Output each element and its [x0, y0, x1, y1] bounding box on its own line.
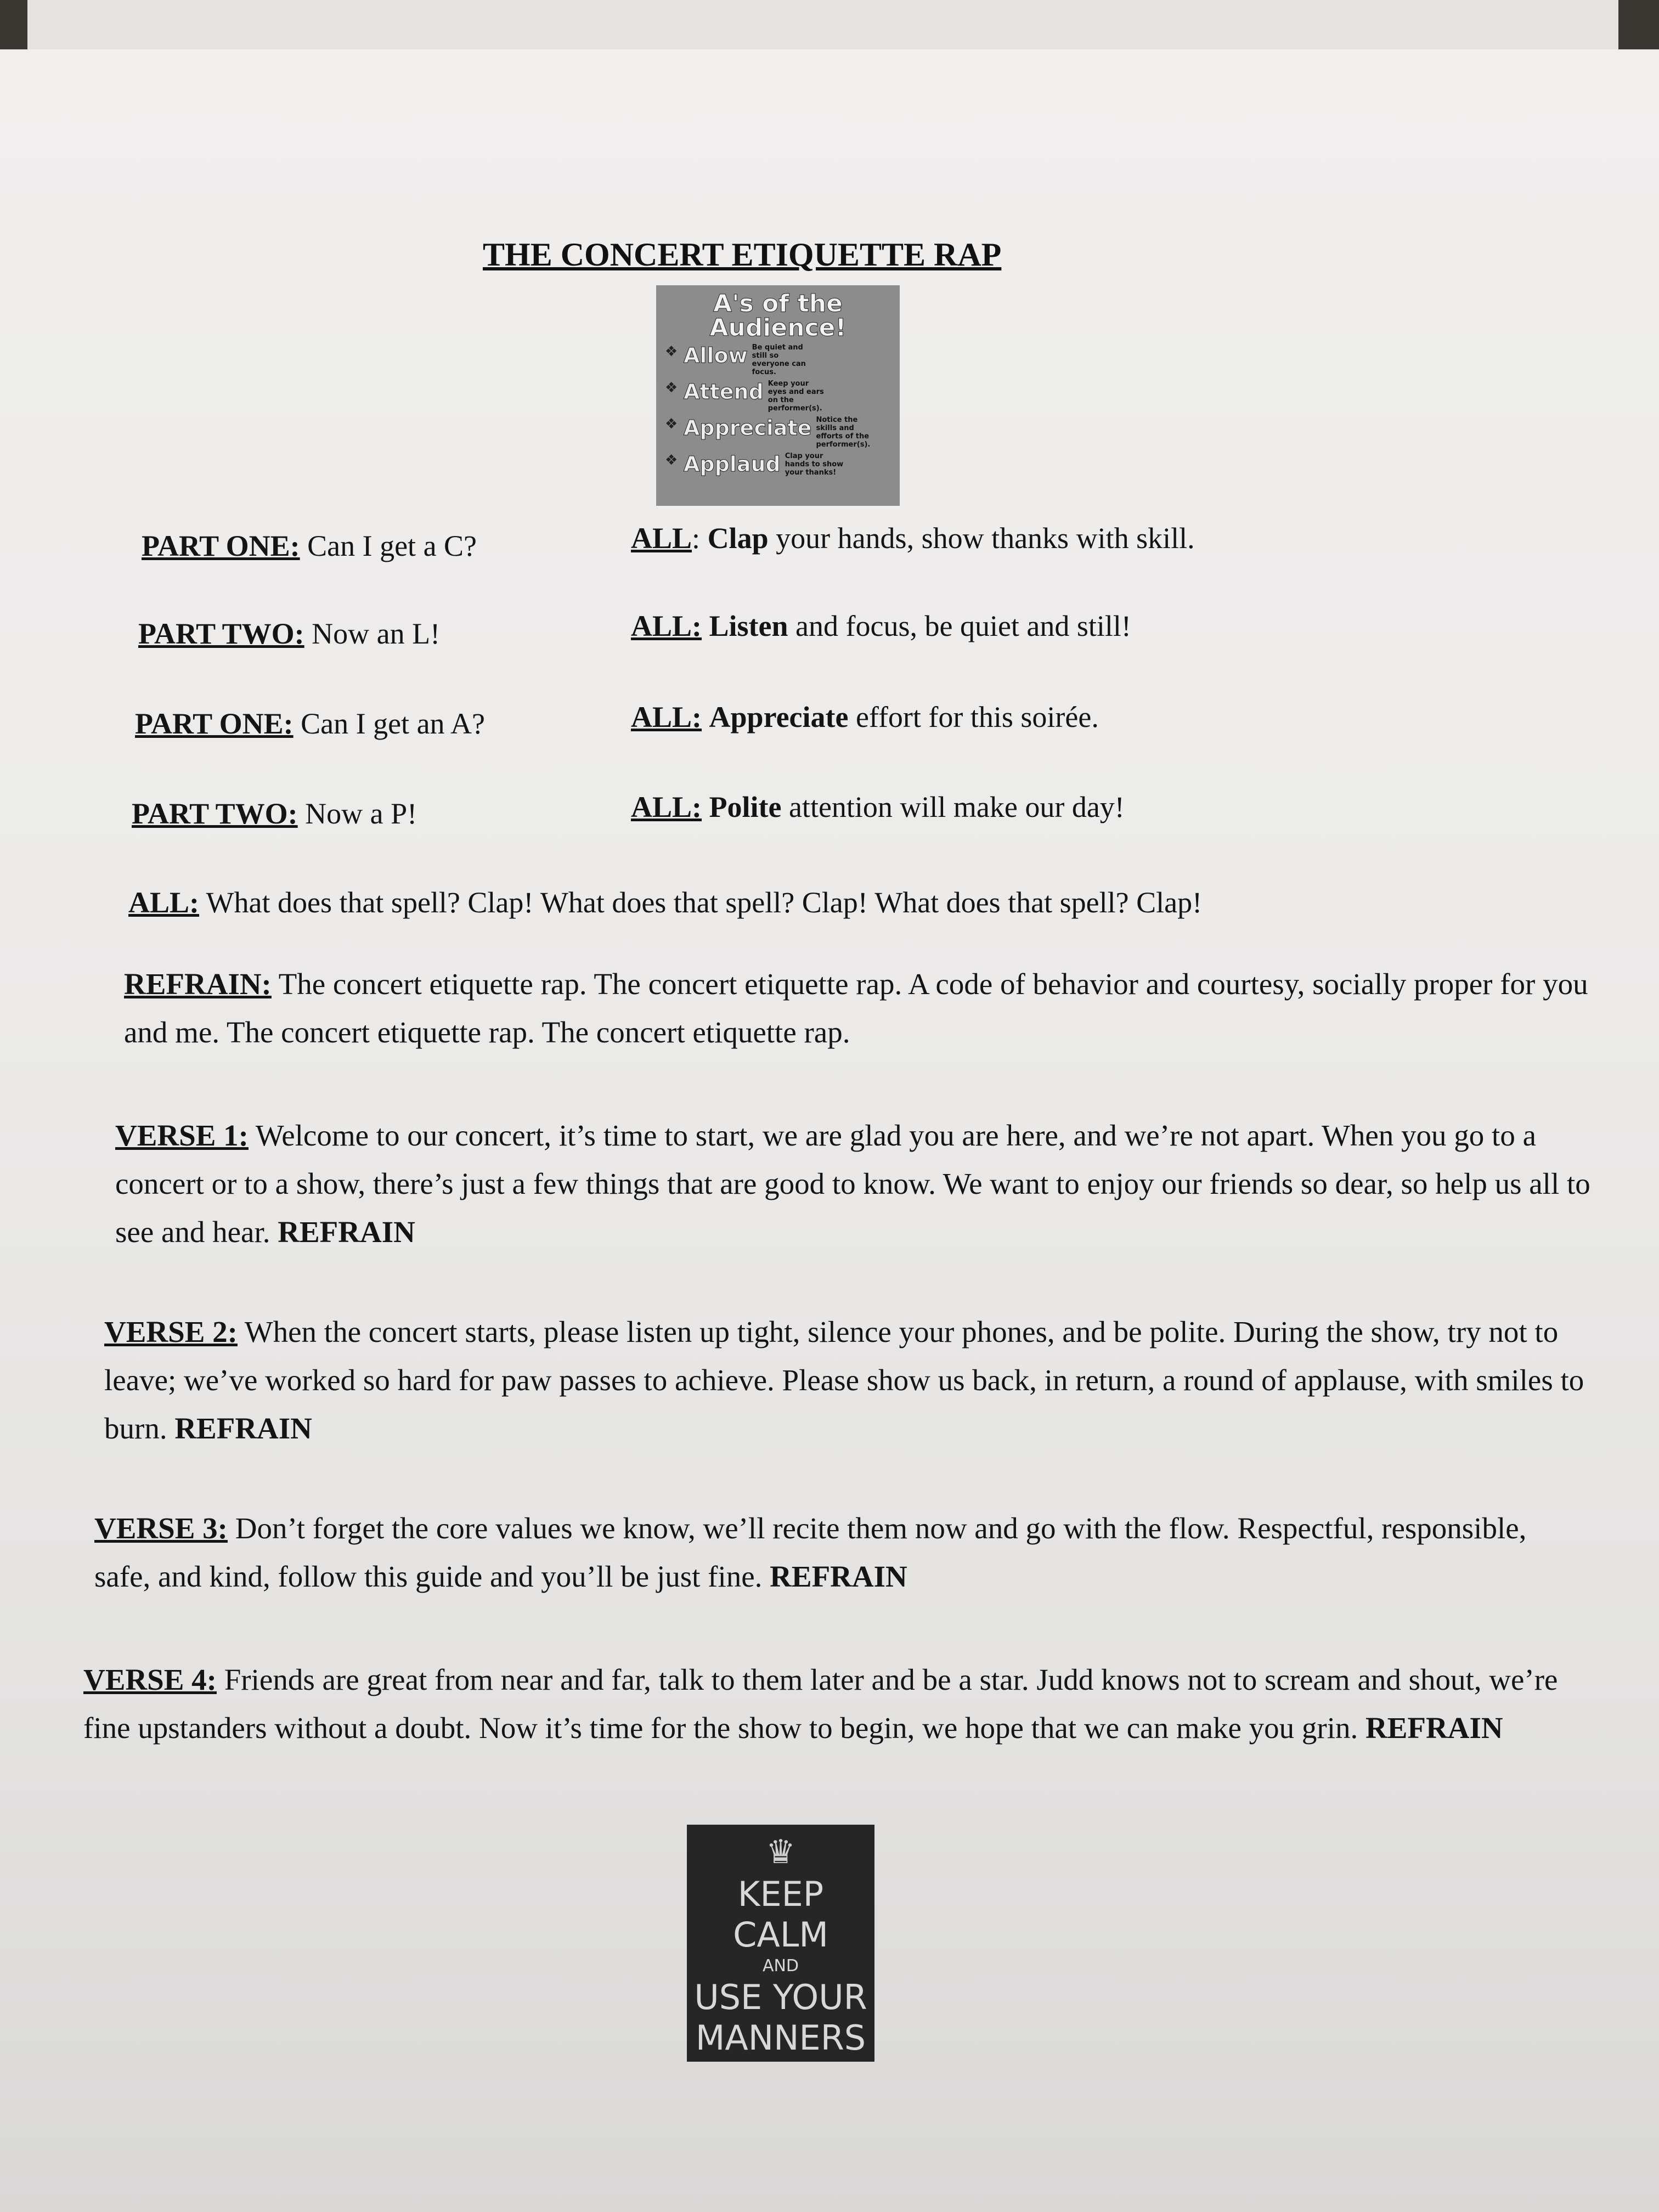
- crown-icon: ♛: [766, 1833, 795, 1871]
- all-label: ALL:: [631, 791, 702, 823]
- all-keyword: Listen: [709, 610, 788, 642]
- chant-all-line: [631, 521, 1195, 555]
- chant-all-line: [631, 609, 1131, 643]
- verse-label: VERSE 1:: [115, 1119, 249, 1152]
- keep-calm-line: KEEP: [737, 1874, 824, 1914]
- diamond-bullet-icon: ❖: [665, 416, 678, 432]
- all-label: ALL:: [631, 701, 702, 733]
- keep-calm-poster: [687, 1825, 874, 2062]
- audience-poster: [656, 285, 900, 506]
- verse-label: VERSE 3:: [94, 1511, 228, 1545]
- verse-text: Don’t forget the core values we know, we’ll recite them now and go with the flow. Respectful, responsible, safe, and kind, follow this guide and you’ll be just fine.: [94, 1511, 1527, 1593]
- verse-refrain: REFRAIN: [278, 1215, 415, 1249]
- keep-calm-line: AND: [762, 1956, 799, 1976]
- refrain-paragraph: [124, 960, 1616, 1057]
- diamond-bullet-icon: ❖: [665, 343, 678, 360]
- refrain-text: The concert etiquette rap. The concert etiquette rap. A code of behavior and courtesy, socially proper for you and me. The concert etiquette rap. The concert etiquette rap.: [124, 967, 1588, 1049]
- poster-word: Applaud: [684, 452, 781, 476]
- poster-title-line1: A's of the: [713, 290, 843, 318]
- verse-label: VERSE 2:: [104, 1315, 238, 1348]
- all-label: ALL:: [631, 610, 702, 642]
- chant-all-line: [631, 700, 1099, 734]
- all-spell-text: What does that spell? Clap! What does that spell? Clap! What does that spell? Clap!: [199, 886, 1203, 919]
- poster-desc: Clap your hands to show your thanks!: [785, 452, 844, 477]
- poster-desc: Be quiet and still so everyone can focus.: [752, 343, 806, 376]
- keep-calm-line: CALM: [733, 1915, 828, 1955]
- all-spell-line: [128, 885, 1202, 919]
- verse-refrain: REFRAIN: [1365, 1711, 1503, 1745]
- poster-item: [665, 380, 891, 413]
- poster-word: Allow: [684, 343, 748, 368]
- verse-text: Welcome to our concert, it’s time to start, we are glad you are here, and we’re not apart. When you go to a concert or to a show, there’s just a few things that are good to know. We want to enjoy our friends so dear, so help us all to see and hear.: [115, 1119, 1590, 1249]
- verse-paragraph: [83, 1656, 1576, 1752]
- all-label: ALL: [631, 522, 692, 555]
- keep-calm-line: MANNERS: [695, 2018, 866, 2058]
- chant-part-line: [138, 617, 440, 651]
- verse-label: VERSE 4:: [83, 1663, 217, 1696]
- all-text: your hands, show thanks with skill.: [768, 522, 1195, 555]
- all-text: effort for this soirée.: [848, 701, 1099, 733]
- chant-part-line: [132, 797, 417, 831]
- part-label: PART TWO:: [132, 797, 298, 830]
- chant-part-line: [135, 707, 485, 741]
- refrain-label: REFRAIN:: [124, 967, 272, 1001]
- poster-desc: Notice the skills and efforts of the performer(s).: [816, 416, 871, 449]
- poster-word: Appreciate: [684, 416, 812, 440]
- poster-word: Attend: [684, 380, 764, 404]
- all-label: ALL:: [128, 886, 200, 919]
- poster-desc: Keep your eyes and ears on the performer(s).: [768, 380, 824, 413]
- chant-part-line: [142, 529, 477, 563]
- page-title: THE CONCERT ETIQUETTE RAP: [483, 236, 1002, 273]
- poster-item: [665, 343, 891, 376]
- verse-paragraph: [94, 1504, 1587, 1601]
- verse-paragraph: [115, 1111, 1607, 1256]
- poster-title-line2: Audience!: [709, 314, 847, 342]
- chant-all-line: [631, 790, 1125, 824]
- all-keyword: Clap: [707, 522, 769, 555]
- part-label: PART ONE:: [142, 529, 300, 562]
- verse-refrain: REFRAIN: [770, 1560, 907, 1593]
- verse-refrain: REFRAIN: [174, 1412, 312, 1445]
- part-text: Now a P!: [297, 797, 417, 830]
- all-text: attention will make our day!: [781, 791, 1125, 823]
- verse-text: Friends are great from near and far, talk to them later and be a star. Judd knows not to scream and shout, we’re fine upstanders without a doubt. Now it’s time for the show to begin, we hope that we can make you grin.: [83, 1663, 1558, 1745]
- diamond-bullet-icon: ❖: [665, 380, 678, 396]
- poster-item: [665, 452, 891, 477]
- part-text: Now an L!: [304, 617, 441, 650]
- diamond-bullet-icon: ❖: [665, 452, 678, 469]
- all-sep: :: [692, 522, 701, 555]
- verse-paragraph: [104, 1308, 1596, 1453]
- part-label: PART ONE:: [135, 707, 294, 740]
- all-keyword: Appreciate: [709, 701, 849, 733]
- part-text: Can I get an A?: [293, 707, 486, 740]
- poster-item: [665, 416, 891, 449]
- keep-calm-line: USE YOUR: [694, 1977, 867, 2017]
- part-text: Can I get a C?: [300, 529, 477, 562]
- part-label: PART TWO:: [138, 617, 304, 650]
- verse-text: When the concert starts, please listen up tight, silence your phones, and be polite. During the show, try not to leave; we’ve worked so hard for paw passes to achieve. Please show us back, in return, a round of applause, with smiles to burn.: [104, 1315, 1584, 1445]
- all-keyword: Polite: [709, 791, 782, 823]
- all-text: and focus, be quiet and still!: [788, 610, 1131, 642]
